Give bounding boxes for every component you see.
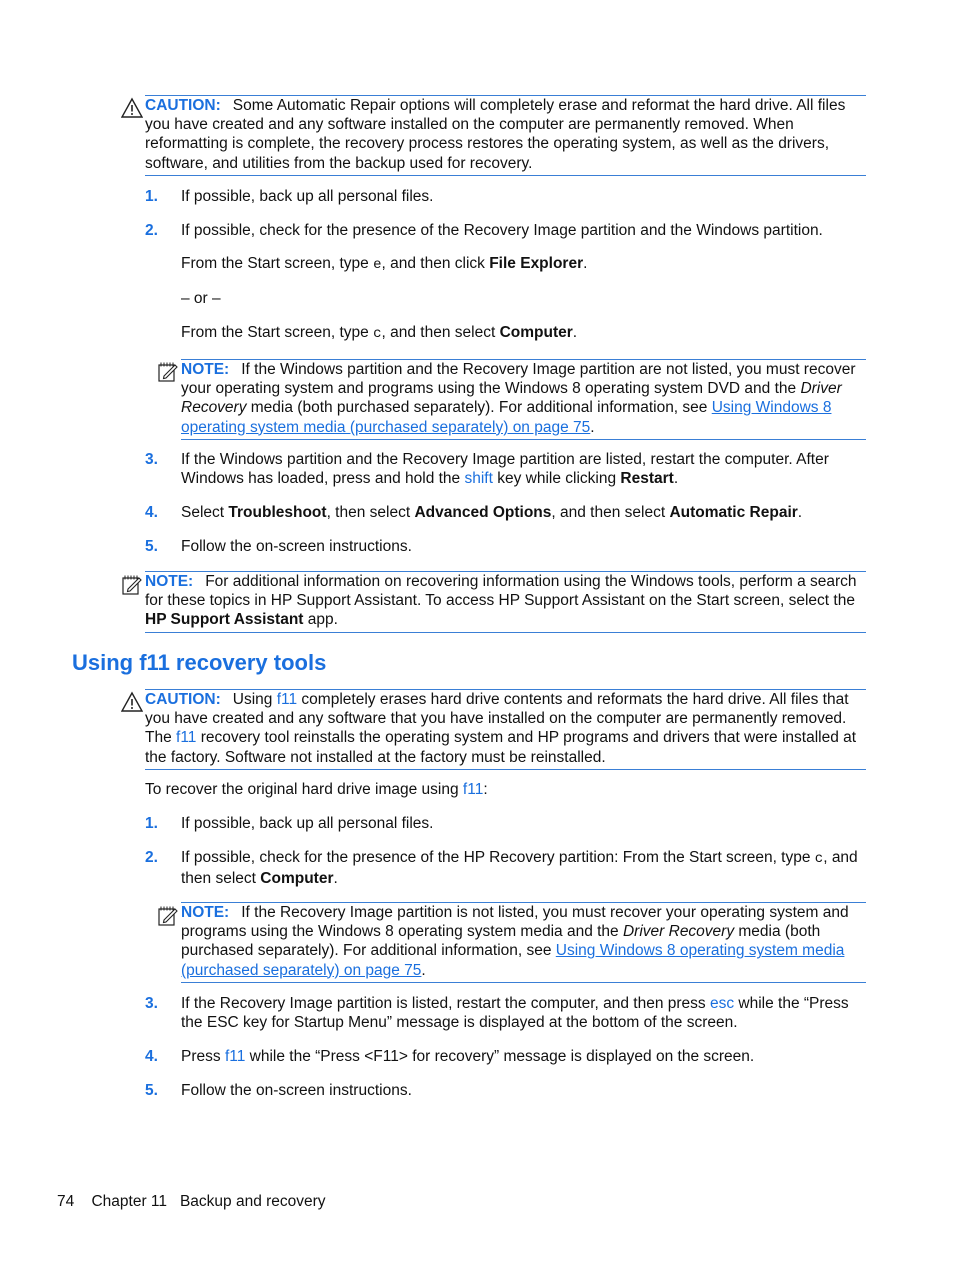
caution-box-2: CAUTION: Using f11 completely erases hard drive contents and reformats the hard drive. All files that you have created and any software that you have installed on the computer are permanently removed. The f11 recovery tool reinstalls the operating system and HP programs and drivers that were installed at the factory. Software not installed at the factory must be reinstalled. [145, 689, 866, 770]
caution-label: CAUTION: [145, 97, 221, 114]
caution-label: CAUTION: [145, 691, 221, 708]
step-number: 4. [145, 1048, 158, 1065]
caution-icon [121, 691, 143, 713]
intro-text: To recover the original hard drive image using f11: [145, 781, 488, 798]
sub-instruction-b: From the Start screen, type c, and then select Computer. [181, 324, 578, 342]
note-icon [157, 905, 179, 927]
cross-reference-link[interactable]: Using Windows 8 operating system media (purchased separately) on page 75 [181, 399, 832, 436]
sub-instruction-a: From the Start screen, type e, and then click File Explorer. [181, 255, 588, 273]
or-separator: – or – [181, 290, 221, 307]
step-text: If possible, check for the presence of the Recovery Image partition and the Windows partition. [181, 222, 823, 239]
step-number: 5. [145, 538, 158, 555]
note-label: NOTE: [181, 904, 230, 921]
step-text: If the Recovery Image partition is listed, restart the computer, and then press esc while the “Press the ESC key for Startup Menu” message is displayed at the bottom of the screen. [181, 995, 849, 1032]
step-text: If possible, check for the presence of the HP Recovery partition: From the Start screen, type c, and then select Computer. [181, 849, 858, 888]
step-text: Follow the on-screen instructions. [181, 1082, 412, 1099]
step-text: If possible, back up all personal files. [181, 815, 434, 832]
step-number: 2. [145, 222, 158, 239]
step-number: 5. [145, 1082, 158, 1099]
note-box-1: NOTE: If the Windows partition and the Recovery Image partition are not listed, you must recover your operating system and programs using the Windows 8 operating system DVD and the Driver Recovery media (both purchased separately). For additional information, see Using Windows 8 operating system media (purchased separately) on page 75. [181, 359, 866, 440]
note-icon [157, 361, 179, 383]
note-label: NOTE: [181, 361, 230, 378]
note-label: NOTE: [145, 573, 194, 590]
chapter-title: Backup and recovery [179, 1193, 326, 1210]
note-icon [121, 574, 143, 596]
step-number: 1. [145, 188, 158, 205]
step-number: 2. [145, 849, 158, 866]
caution-text: Some Automatic Repair options will completely erase and reformat the hard drive. All files you have created and any software installed on the computer are permanently removed. When reformatting is complete, the recovery process restores the operating system, as well as the drivers, software, and utilities from the backup used for recovery. [145, 97, 846, 172]
note-box-2: NOTE: For additional information on recovering information using the Windows tools, perform a search for these topics in HP Support Assistant. To access HP Support Assistant on the Start screen, select the HP Support Assistant app. [145, 571, 866, 633]
caution-icon [121, 97, 143, 119]
step-text: If the Windows partition and the Recovery Image partition are listed, restart the computer. After Windows has loaded, press and hold the shift key while clicking Restart. [181, 451, 829, 488]
caution-box-1 [145, 95, 866, 176]
step-text: Press f11 while the “Press <F11> for recovery” message is displayed on the screen. [181, 1048, 755, 1065]
note-box-3: NOTE: If the Recovery Image partition is not listed, you must recover your operating system and programs using the Windows 8 operating system media and the Driver Recovery media (both purchased separately). For additional information, see Using Windows 8 operating system media (purchased separately) on page 75. [181, 902, 866, 983]
cross-reference-link[interactable]: Using Windows 8 operating system media (purchased separately) on page 75 [181, 942, 845, 979]
step-number: 3. [145, 451, 158, 468]
step-text: If possible, back up all personal files. [181, 188, 434, 205]
page-number: 74 [57, 1193, 75, 1210]
step-number: 3. [145, 995, 158, 1012]
section-heading: Using f11 recovery tools [72, 650, 327, 675]
step-text: Follow the on-screen instructions. [181, 538, 412, 555]
chapter-label: Chapter 11 [91, 1193, 168, 1210]
page-footer [57, 1192, 326, 1211]
step-number: 4. [145, 504, 158, 521]
step-text: Select Troubleshoot, then select Advanced Options, and then select Automatic Repair. [181, 504, 803, 521]
step-number: 1. [145, 815, 158, 832]
